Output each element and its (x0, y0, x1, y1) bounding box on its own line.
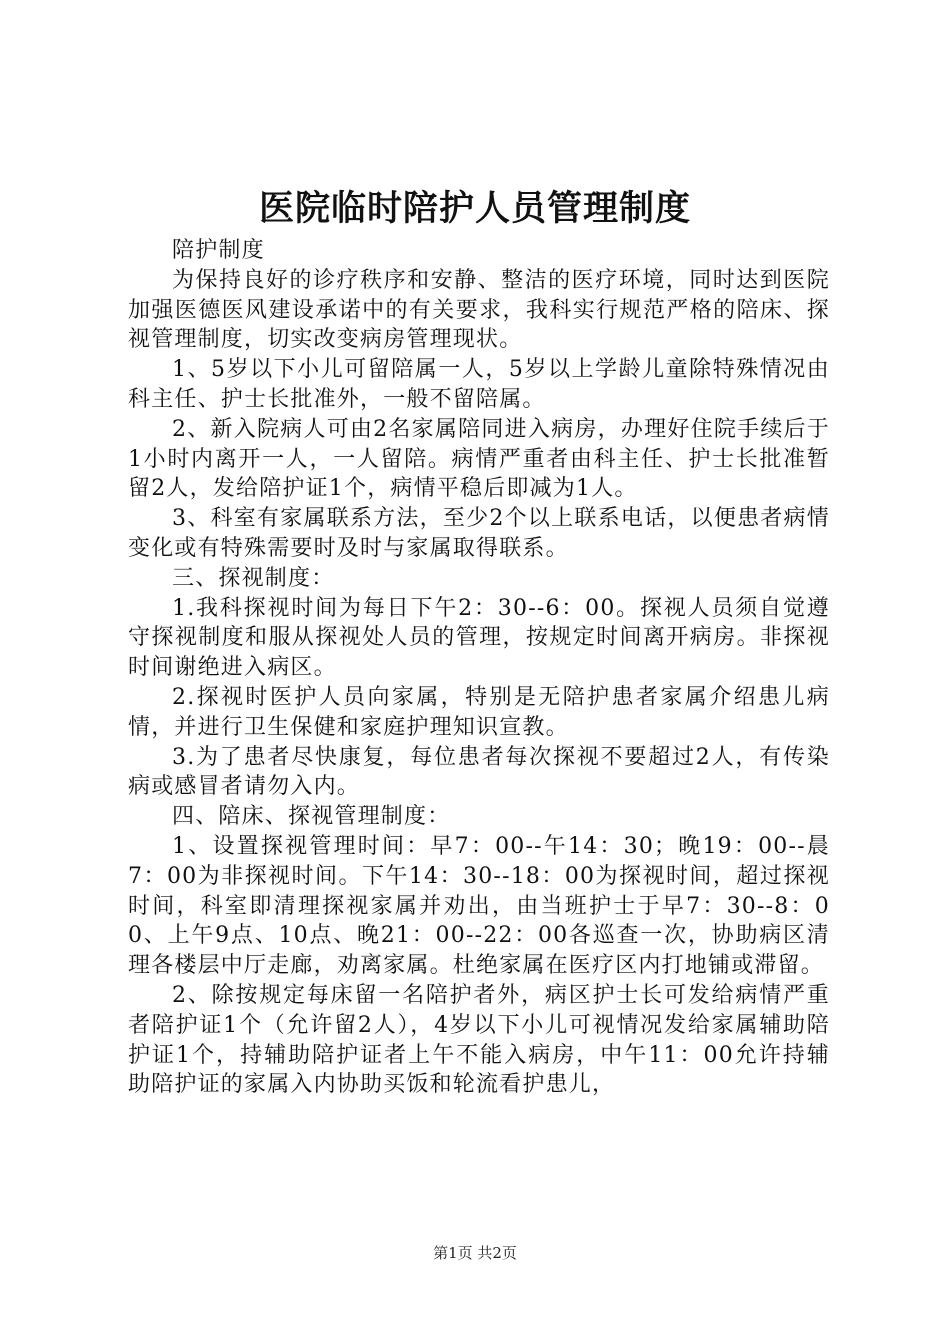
paragraph: 2.探视时医护人员向家属，特别是无陪护患者家属介绍患儿病情，并进行卫生保健和家庭护理知识宣教。 (128, 684, 830, 740)
section-heading: 四、陪床、探视管理制度： (172, 804, 451, 830)
paragraph: 1、设置探视管理时间：早7：00--午14：30；晚19：00--晨7：00为非探视时间。下午14：30--18：00为探视时间，超过探视时间，科室即清理探视家属并劝出，由当班护士于早7：30--8：00、上午9点、10点、晚21：00--22：00各巡查一次，协助病区清理各楼层中厅走廊，劝离家属。杜绝家属在医疗区内打地铺或滞留。 (128, 833, 830, 979)
section-heading: 三、探视制度： (172, 565, 335, 591)
page-footer: 第1页 共2页 (433, 1244, 517, 1262)
paragraph: 2、除按规定每床留一名陪护者外，病区护士长可发给病情严重者陪护证1个（允许留2人），4岁以下小儿可视情况发给家属辅助陪护证1个，持辅助陪护证者上午不能入病房，中午11：00允许持辅助陪护证的家属入内协助买饭和轮流看护患儿， (128, 982, 830, 1098)
paragraph: 3、科室有家属联系方法，至少2个以上联系电话，以便患者病情变化或有特殊需要时及时与家属取得联系。 (128, 506, 830, 561)
document-body (128, 236, 830, 1100)
paragraph: 为保持良好的诊疗秩序和安静、整洁的医疗环境，同时达到医院加强医德医风建设承诺中的有关要求，我科实行规范严格的陪床、探视管理制度，切实改变病房管理现状。 (128, 267, 830, 353)
paragraph: 2、新入院病人可由2名家属陪同进入病房，办理好住院手续后于1小时内离开一人，一人留陪。病情严重者由科主任、护士长批准暂留2人，发给陪护证1个，病情平稳后即减为1人。 (128, 416, 830, 502)
section-heading: 陪护制度 (172, 238, 265, 263)
paragraph: 1、5岁以下小儿可留陪属一人，5岁以上学龄儿童除特殊情况由科主任、护士长批准外，一般不留陪属。 (128, 357, 830, 412)
paragraph: 3.为了患者尽快康复，每位患者每次探视不要超过2人，有传染病或感冒者请勿入内。 (128, 744, 830, 800)
paragraph: 1.我科探视时间为每日下午2：30--6：00。探视人员须自觉遵守探视制度和服从探视处人员的管理，按规定时间离开病房。非探视时间谢绝进入病区。 (128, 595, 830, 681)
document-title: 医院临时陪护人员管理制度 (258, 189, 691, 229)
